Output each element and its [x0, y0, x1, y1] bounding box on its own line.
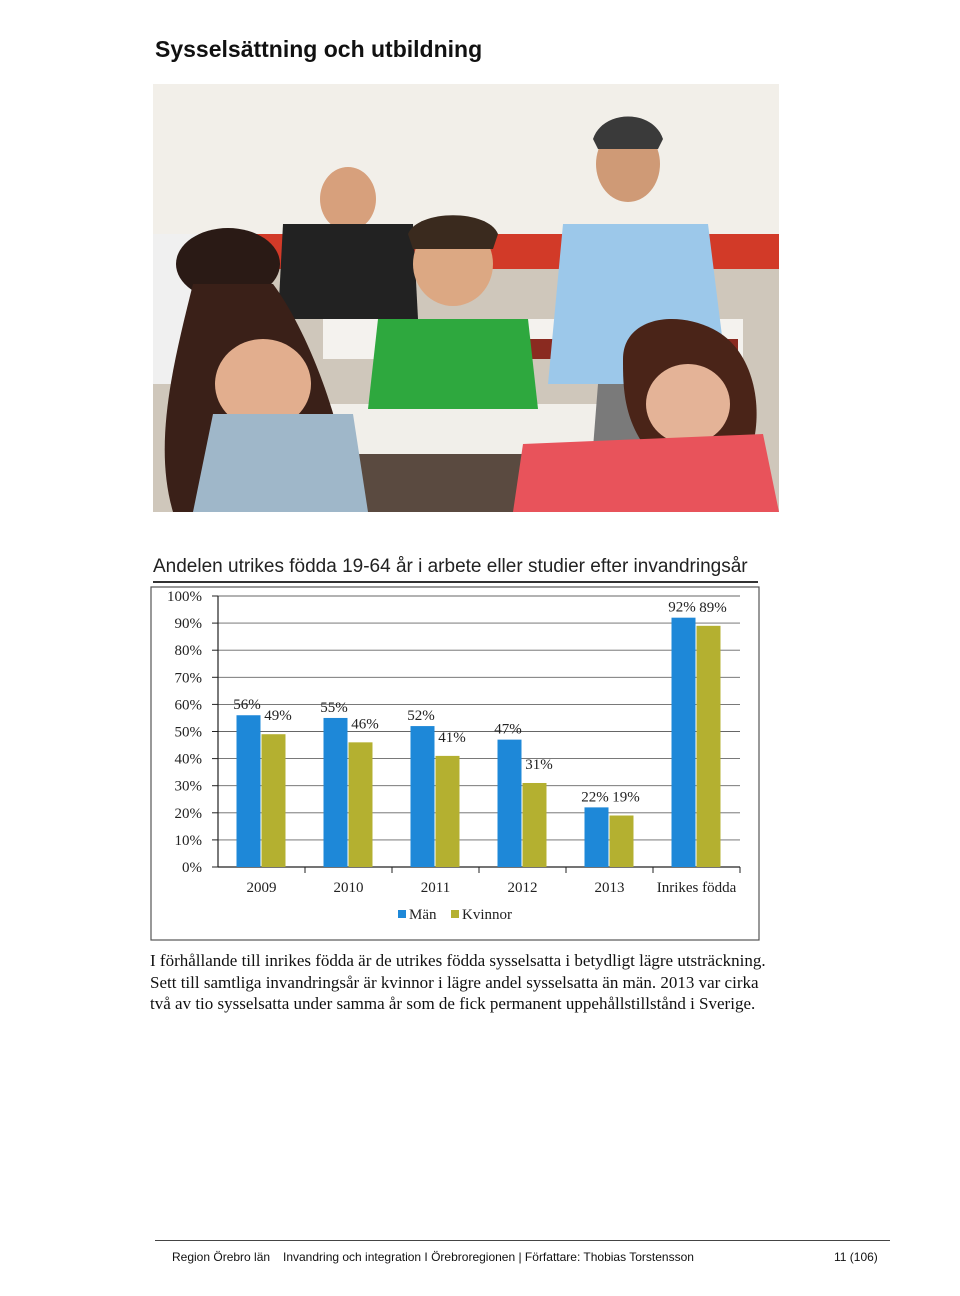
y-tick-label: 70% [174, 670, 202, 687]
data-label: 49% [264, 708, 292, 725]
bar-men [672, 618, 696, 867]
x-tick-label: 2013 [594, 880, 625, 896]
page-title: Sysselsättning och utbildning [155, 36, 483, 62]
x-tick-label: 2010 [333, 880, 364, 896]
y-tick-label: 20% [174, 805, 202, 822]
x-tick-label: 2009 [246, 880, 277, 896]
bar-women [697, 626, 721, 867]
classroom-photo [153, 84, 779, 512]
footer-organization: Region Örebro län [172, 1250, 271, 1264]
x-tick-label: Inrikes födda [656, 880, 737, 896]
data-label: 89% [699, 599, 727, 616]
bar-men [324, 718, 348, 867]
y-tick-label: 80% [174, 643, 202, 660]
y-tick-label: 50% [174, 724, 202, 741]
data-label: 31% [525, 756, 553, 773]
chart-bars [237, 618, 721, 867]
data-label: 47% [494, 721, 522, 738]
bar-women [436, 756, 460, 867]
data-label: 19% [612, 789, 640, 806]
bar-chart [150, 586, 760, 941]
y-tick-label: 100% [167, 589, 202, 605]
footer-report-info: Invandring och integration I Örebroregionen | Författare: Thobias Torstensson [283, 1250, 694, 1264]
legend-label: Kvinnor [462, 907, 512, 923]
body-paragraph: I förhållande till inrikes födda är de utrikes födda sysselsatta i betydligt lägre utsträckning. Sett till samtliga invandringsår är kvinnor i lägre andel sysselsatta än män. 2013 var cirka två av tio sysselsatta under samma år som de fick permanent uppehållstillstånd i Sverige. [150, 951, 766, 1013]
y-tick-label: 90% [174, 616, 202, 633]
data-label: 46% [351, 716, 379, 733]
chart-grid [218, 596, 740, 867]
x-axis-ticks [247, 867, 741, 896]
data-label: 22% [581, 789, 609, 806]
bar-women [349, 742, 373, 867]
bar-women [262, 734, 286, 867]
footer-page-number: 11 (106) [834, 1250, 878, 1264]
bar-women [610, 816, 634, 867]
legend-label: Män [409, 907, 437, 923]
bar-men [585, 807, 609, 867]
y-tick-label: 0% [182, 860, 202, 876]
data-label: 56% [233, 697, 261, 714]
legend-swatch-women [451, 910, 459, 918]
data-labels [233, 600, 727, 806]
legend-swatch-men [398, 910, 406, 918]
y-tick-label: 10% [174, 832, 202, 849]
bar-men [237, 715, 261, 867]
bar-men [411, 726, 435, 867]
data-label: 41% [438, 729, 466, 746]
x-tick-label: 2011 [420, 880, 451, 896]
chart-legend [398, 907, 512, 923]
bar-men [498, 740, 522, 867]
chart-title-rule [153, 581, 758, 583]
x-tick-label: 2012 [507, 880, 538, 896]
bar-women [523, 783, 547, 867]
data-label: 52% [407, 708, 435, 725]
data-label: 55% [320, 699, 348, 716]
y-axis-ticks [167, 589, 218, 876]
y-tick-label: 40% [174, 751, 202, 768]
data-label: 92% [668, 599, 696, 616]
chart-title: Andelen utrikes födda 19-64 år i arbete eller studier efter invandringsår [153, 556, 748, 577]
footer-rule [155, 1240, 890, 1241]
y-tick-label: 30% [174, 778, 202, 795]
y-tick-label: 60% [174, 697, 202, 714]
